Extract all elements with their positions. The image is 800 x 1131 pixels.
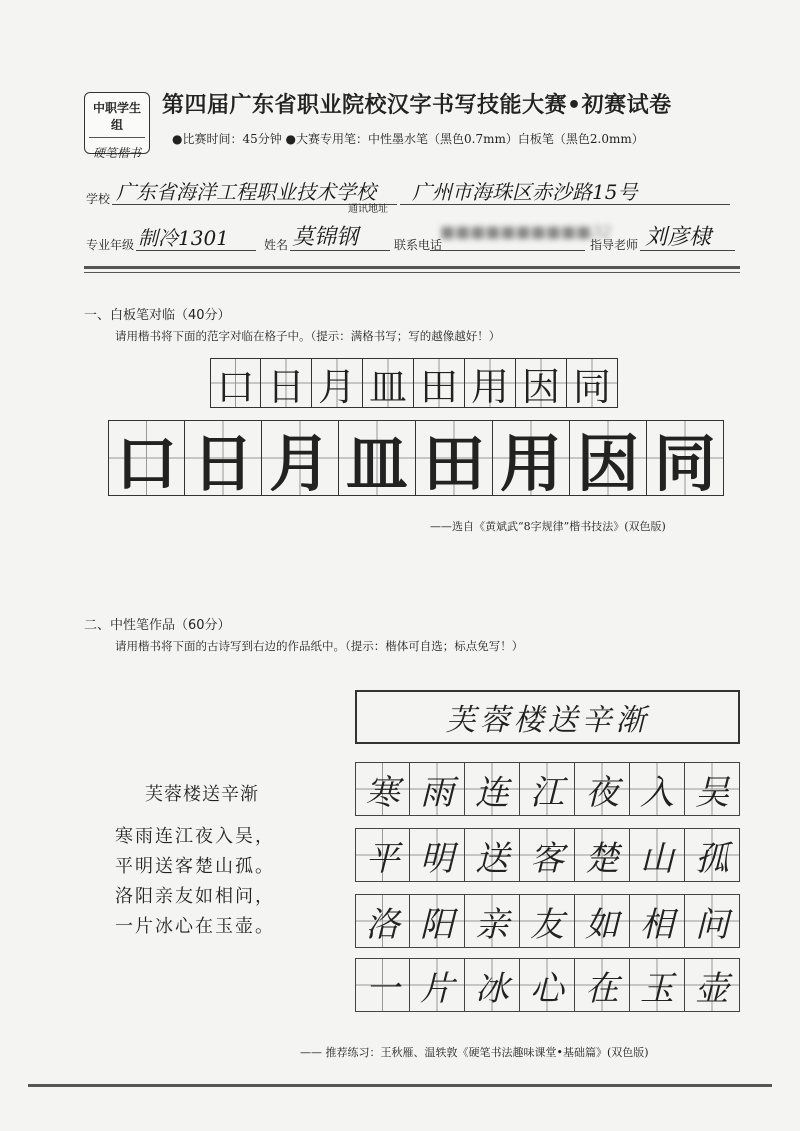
work-char-cell: 孤 (685, 828, 740, 882)
work-char-cell: 一 (355, 958, 410, 1012)
section2-title: 二、中性笔作品（60分） (84, 618, 231, 633)
address-label: 通讯地址 (348, 204, 388, 215)
work-char-cell: 吴 (685, 762, 740, 816)
teacher-label: 指导老师 (590, 238, 639, 252)
work-char-cell: 平 (355, 828, 410, 882)
page-title: 第四届广东省职业院校汉字书写技能大赛•初赛试卷 (162, 93, 672, 118)
badge-group-label: 中职学生组 (89, 93, 145, 138)
work-char-cell: 楚 (575, 828, 630, 882)
major-label: 专业年级 (86, 238, 135, 252)
poem-line: 一片冰心在玉壶。 (115, 916, 275, 937)
category-badge (84, 92, 150, 160)
written-char-cell: 因 (570, 420, 647, 496)
poem-line: 洛阳亲友如相问， (115, 886, 275, 907)
address-value: 广州市海珠区赤沙路15号 (412, 180, 638, 204)
footer-divider (28, 1084, 772, 1087)
work-char-cell: 片 (410, 958, 465, 1012)
written-char-row (108, 420, 724, 500)
section1-source: ——选自《黄斌武“8字规律”楷书技法》(双色版) (430, 520, 666, 533)
work-char-cell: 玉 (630, 958, 685, 1012)
written-char-cell: 用 (493, 420, 570, 496)
poem-line: 平明送客楚山孤。 (115, 856, 275, 877)
header-divider-thin (84, 272, 740, 273)
model-char-cell: 月 (312, 358, 363, 408)
section1-title: 一、白板笔对临（40分） (84, 308, 231, 323)
name-label: 姓名 (264, 238, 289, 252)
teacher-underline (640, 250, 735, 251)
header-divider (84, 266, 740, 269)
poem-line: 寒雨连江夜入吴， (115, 826, 275, 847)
work-char-cell: 夜 (575, 762, 630, 816)
major-underline (136, 250, 256, 251)
contact-underline (430, 250, 585, 251)
work-char-cell: 明 (410, 828, 465, 882)
model-char-cell: 皿 (363, 358, 414, 408)
exam-info: ●比赛时间：45分钟 ●大赛专用笔：中性墨水笔（黑色0.7mm）白板笔（黑色2.0mm） (172, 132, 644, 146)
work-char-cell: 相 (630, 894, 685, 948)
work-char-cell: 阳 (410, 894, 465, 948)
written-char-cell: 口 (108, 420, 185, 496)
work-char-cell: 客 (520, 828, 575, 882)
work-char-cell: 冰 (465, 958, 520, 1012)
work-char-cell: 壶 (685, 958, 740, 1012)
work-char-cell: 洛 (355, 894, 410, 948)
model-char-row (210, 358, 618, 408)
work-char-cell: 心 (520, 958, 575, 1012)
work-title: 芙蓉楼送辛渐 (355, 690, 740, 744)
written-char-cell: 月 (262, 420, 339, 496)
model-char-cell: 因 (516, 358, 567, 408)
section2-instructions: 请用楷书将下面的古诗写到右边的作品纸中。（提示：楷体可自选；标点免写！） (115, 639, 524, 653)
name-underline (290, 250, 390, 251)
contact-label: 联系电话 (394, 238, 443, 252)
address-underline (400, 204, 730, 205)
work-char-cell: 雨 (410, 762, 465, 816)
recommend-note: —— 推荐练习：王秋雁、温轶敦《硬笔书法趣味课堂•基础篇》(双色版) (300, 1046, 649, 1059)
work-char-cell: 寒 (355, 762, 410, 816)
work-char-cell: 连 (465, 762, 520, 816)
work-row (355, 762, 740, 816)
work-char-cell: 如 (575, 894, 630, 948)
work-char-cell: 友 (520, 894, 575, 948)
written-char-cell: 田 (416, 420, 493, 496)
work-char-cell: 在 (575, 958, 630, 1012)
model-char-cell: 口 (210, 358, 261, 408)
major-value: 制冷1301 (138, 226, 229, 250)
teacher-value: 刘彦棣 (645, 225, 712, 250)
badge-style-label: 硬笔楷书 (92, 146, 141, 160)
contact-value: ■■■■■■■■■■32 (440, 222, 612, 241)
section1-instructions: 请用楷书将下面的范字对临在格子中。（提示：满格书写；写的越像越好！） (115, 329, 501, 343)
school-value: 广东省海洋工程职业技术学校 (116, 180, 376, 204)
name-value: 莫锦钢 (292, 225, 359, 250)
model-char-cell: 用 (465, 358, 516, 408)
written-char-cell: 皿 (339, 420, 416, 496)
school-label: 学校 (86, 192, 111, 206)
work-row (355, 894, 740, 948)
work-char-cell: 问 (685, 894, 740, 948)
model-char-cell: 日 (261, 358, 312, 408)
work-char-cell: 送 (465, 828, 520, 882)
written-char-cell: 同 (647, 420, 724, 496)
work-row (355, 828, 740, 882)
work-char-cell: 入 (630, 762, 685, 816)
model-char-cell: 田 (414, 358, 465, 408)
model-char-cell: 同 (567, 358, 618, 408)
work-char-cell: 山 (630, 828, 685, 882)
work-char-cell: 亲 (465, 894, 520, 948)
work-row (355, 958, 740, 1012)
written-char-cell: 日 (185, 420, 262, 496)
work-char-cell: 江 (520, 762, 575, 816)
poem-title: 芙蓉楼送辛渐 (145, 784, 259, 805)
